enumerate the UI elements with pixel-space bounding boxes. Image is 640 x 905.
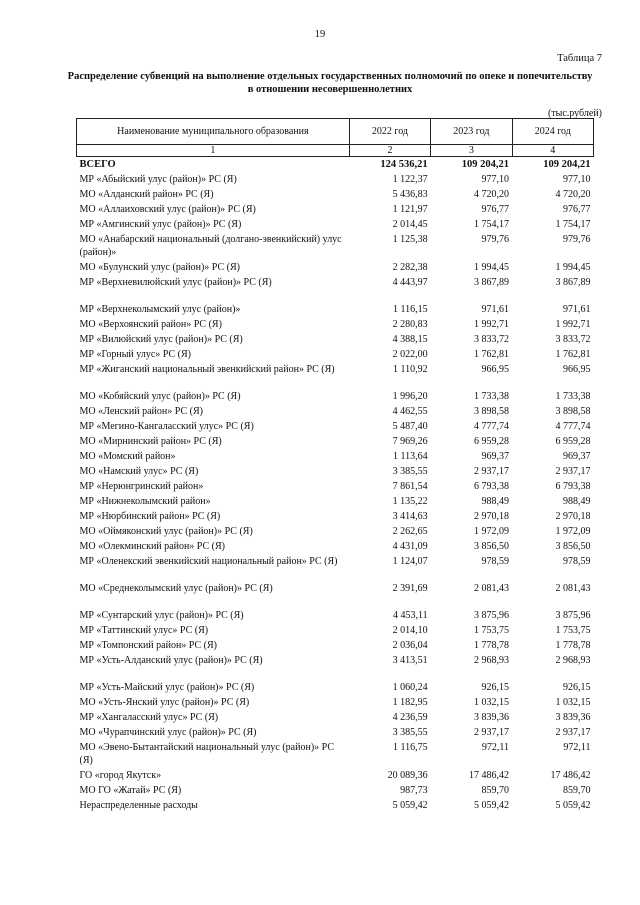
table-row: [77, 798, 594, 813]
value-2024-cell: 1 753,75: [555, 625, 591, 636]
table-row: [77, 638, 594, 653]
table-row: [77, 217, 594, 232]
value-2022-cell: 124 536,21: [380, 159, 428, 170]
value-2024-cell: 4 720,20: [555, 189, 591, 200]
value-2023-cell: 2 081,43: [474, 583, 510, 594]
municipality-name-cell: МР «Хангаласский улус» РС (Я): [79, 712, 219, 723]
value-2024-cell: 926,15: [563, 682, 591, 693]
table-row: [77, 539, 594, 554]
value-2024-cell: 2 937,17: [555, 466, 591, 477]
table-row: [77, 581, 594, 596]
page-number: 19: [314, 29, 326, 40]
value-2023-cell: 3 875,96: [474, 610, 510, 621]
column-header-2023: 2023 год: [431, 119, 512, 145]
value-2023-cell: 1 992,71: [474, 319, 510, 330]
table-row: [77, 187, 594, 202]
value-2023-cell: 17 486,42: [469, 770, 510, 781]
value-2023-cell: 3 839,36: [474, 712, 510, 723]
table-row: [77, 768, 594, 783]
value-2024-cell: 978,59: [563, 556, 591, 567]
value-2022-cell: 2 282,38: [392, 262, 428, 273]
municipality-name-cell: МР «Горный улус» РС (Я): [79, 349, 191, 360]
value-2023-cell: 1 753,75: [474, 625, 510, 636]
value-2024-cell: 109 204,21: [543, 159, 591, 170]
document-title: [60, 70, 600, 96]
table-row: [77, 419, 594, 434]
table-row: [77, 695, 594, 710]
value-2022-cell: 4 462,55: [392, 406, 428, 417]
value-2022-cell: 2 391,69: [392, 583, 428, 594]
table-row: [77, 449, 594, 464]
spacer-cell: [77, 668, 594, 680]
value-2024-cell: 4 777,74: [555, 421, 591, 432]
value-2023-cell: 2 937,17: [474, 466, 510, 477]
value-2022-cell: 2 262,65: [392, 526, 428, 537]
value-2022-cell: 20 089,36: [387, 770, 428, 781]
municipality-name-cell: МР «Сунтарский улус (район)» РС (Я): [79, 610, 244, 621]
municipality-name-cell: МО «Оймяконский улус (район)» РС (Я): [79, 526, 253, 537]
value-2022-cell: 5 487,40: [392, 421, 428, 432]
municipality-name-cell: МО «Чурапчинский улус (район)» РС (Я): [79, 727, 257, 738]
value-2023-cell: 977,10: [481, 174, 510, 185]
value-2022-cell: 2 036,04: [392, 640, 428, 651]
table-row: [77, 509, 594, 524]
value-2024-cell: 6 793,38: [555, 481, 591, 492]
value-2024-cell: 1 992,71: [555, 319, 591, 330]
value-2024-cell: 979,76: [563, 234, 591, 245]
table-row: [77, 740, 594, 768]
column-number-row: [77, 145, 594, 157]
municipality-name-cell: МО «Момский район»: [79, 451, 176, 462]
value-2023-cell: 978,59: [481, 556, 510, 567]
value-2022-cell: 2 022,00: [392, 349, 428, 360]
value-2022-cell: 2 014,45: [392, 219, 428, 230]
value-2024-cell: 1 972,09: [555, 526, 591, 537]
municipality-name-cell: МО «Аллаиховский улус (район)» РС (Я): [79, 204, 256, 215]
municipality-name-cell: МР «Нюрбинский район» РС (Я): [79, 511, 221, 522]
municipality-name-cell: МО «Булунский улус (район)» РС (Я): [79, 262, 240, 273]
value-2024-cell: 1 994,45: [555, 262, 591, 273]
value-2022-cell: 1 116,15: [393, 304, 428, 315]
municipality-name-cell: МО «Эвено-Бытантайский национальный улус (район)» РС (Я): [79, 742, 335, 766]
value-2024-cell: 2 937,17: [555, 727, 591, 738]
value-2024-cell: 1 778,78: [555, 640, 591, 651]
municipality-name-cell: МО «Среднеколымский улус (район)» РС (Я): [79, 583, 273, 594]
table-row: [77, 389, 594, 404]
municipality-name-cell: МО «Усть-Янский улус (район)» РС (Я): [79, 697, 250, 708]
value-2022-cell: 4 236,59: [392, 712, 428, 723]
table-row: [77, 260, 594, 275]
table-row: [77, 172, 594, 187]
value-2023-cell: 2 968,93: [474, 655, 510, 666]
value-2022-cell: 4 453,11: [393, 610, 428, 621]
table-row: [77, 232, 594, 260]
value-2022-cell: 1 996,20: [392, 391, 428, 402]
value-2024-cell: 5 059,42: [555, 800, 591, 811]
value-2024-cell: 3 856,50: [555, 541, 591, 552]
municipality-name-cell: МО «Верхоянский район» РС (Я): [79, 319, 222, 330]
value-2023-cell: 969,37: [481, 451, 510, 462]
spacer-cell: [77, 290, 594, 302]
municipality-name-cell: МО «Намский улус» РС (Я): [79, 466, 199, 477]
value-2023-cell: 1 762,81: [474, 349, 510, 360]
table-row: [77, 317, 594, 332]
table-row: [77, 434, 594, 449]
municipality-name-cell: МР «Нижнеколымский район»: [79, 496, 211, 507]
value-2024-cell: 976,77: [563, 204, 591, 215]
value-2023-cell: 5 059,42: [474, 800, 510, 811]
value-2023-cell: 3 856,50: [474, 541, 510, 552]
value-2024-cell: 3 898,58: [555, 406, 591, 417]
column-number: 1: [77, 145, 350, 157]
value-2023-cell: 1 994,45: [474, 262, 510, 273]
value-2022-cell: 1 182,95: [392, 697, 428, 708]
value-2022-cell: 3 385,55: [392, 466, 428, 477]
municipality-name-cell: МР «Мегино-Кангаласский улус» РС (Я): [79, 421, 254, 432]
value-2023-cell: 1 754,17: [474, 219, 510, 230]
municipality-name-cell: МР «Таттинский улус» РС (Я): [79, 625, 209, 636]
value-2022-cell: 1 122,37: [392, 174, 428, 185]
value-2023-cell: 6 793,38: [474, 481, 510, 492]
value-2022-cell: 1 124,07: [392, 556, 428, 567]
table-row: [77, 362, 594, 377]
value-2022-cell: 1 113,64: [393, 451, 428, 462]
value-2022-cell: 1 121,97: [392, 204, 428, 215]
value-2023-cell: 1 778,78: [474, 640, 510, 651]
total-row: [77, 157, 594, 173]
spacer-cell: [77, 569, 594, 581]
value-2024-cell: 3 867,89: [555, 277, 591, 288]
value-2024-cell: 3 833,72: [555, 334, 591, 345]
value-2022-cell: 1 125,38: [392, 234, 428, 245]
value-2023-cell: 1 972,09: [474, 526, 510, 537]
spacer-cell: [77, 377, 594, 389]
table-row: [77, 783, 594, 798]
table-row: [77, 275, 594, 290]
value-2023-cell: 988,49: [481, 496, 510, 507]
value-2023-cell: 972,11: [481, 742, 510, 753]
value-2024-cell: 972,11: [563, 742, 591, 753]
value-2022-cell: 4 431,09: [392, 541, 428, 552]
table-label: Таблица 7: [557, 53, 602, 64]
value-2024-cell: 1 733,38: [555, 391, 591, 402]
value-2022-cell: 7 969,26: [392, 436, 428, 447]
value-2024-cell: 977,10: [563, 174, 591, 185]
value-2022-cell: 3 385,55: [392, 727, 428, 738]
header-row: [77, 119, 594, 145]
value-2024-cell: 1 754,17: [555, 219, 591, 230]
column-number: 2: [349, 145, 430, 157]
value-2024-cell: 859,70: [563, 785, 591, 796]
municipality-name-cell: МР «Усть-Майский улус (район)» РС (Я): [79, 682, 255, 693]
spacer-row: [77, 596, 594, 608]
municipality-name-cell: МО «Ленский район» РС (Я): [79, 406, 203, 417]
table-row: [77, 710, 594, 725]
value-2024-cell: 2 970,18: [555, 511, 591, 522]
value-2022-cell: 2 280,83: [392, 319, 428, 330]
value-2023-cell: 926,15: [481, 682, 510, 693]
value-2024-cell: 971,61: [563, 304, 591, 315]
table-row: [77, 623, 594, 638]
value-2022-cell: 2 014,10: [392, 625, 428, 636]
table-row: [77, 332, 594, 347]
value-2023-cell: 966,95: [481, 364, 510, 375]
municipality-name-cell: МО «Анабарский национальный (долгано-эвенкийский) улус (район)»: [79, 234, 342, 258]
municipality-name-cell: МО «Кобяйский улус (район)» РС (Я): [79, 391, 241, 402]
value-2024-cell: 1 032,15: [555, 697, 591, 708]
table-row: [77, 202, 594, 217]
value-2022-cell: 7 861,54: [392, 481, 428, 492]
column-header-2024: 2024 год: [512, 119, 593, 145]
table-row: [77, 302, 594, 317]
municipality-name-cell: МР «Абыйский улус (район)» РС (Я): [79, 174, 237, 185]
column-number: 3: [431, 145, 512, 157]
table-row: [77, 725, 594, 740]
municipality-name-cell: МР «Жиганский национальный эвенкийский район» РС (Я): [79, 364, 335, 375]
spacer-row: [77, 668, 594, 680]
municipality-name-cell: МО «Мирнинский район» РС (Я): [79, 436, 222, 447]
table-row: [77, 608, 594, 623]
table-row: [77, 680, 594, 695]
spacer-row: [77, 569, 594, 581]
municipality-name-cell: ВСЕГО: [79, 159, 116, 170]
value-2022-cell: 3 413,51: [392, 655, 428, 666]
value-2023-cell: 2 937,17: [474, 727, 510, 738]
value-2022-cell: 1 135,22: [392, 496, 428, 507]
value-2024-cell: 1 762,81: [555, 349, 591, 360]
value-2024-cell: 6 959,28: [555, 436, 591, 447]
table-body: [77, 157, 594, 814]
value-2023-cell: 971,61: [481, 304, 510, 315]
value-2023-cell: 1 032,15: [474, 697, 510, 708]
municipality-name-cell: МР «Верхневилюйский улус (район)» РС (Я): [79, 277, 272, 288]
value-2023-cell: 3 833,72: [474, 334, 510, 345]
value-2023-cell: 859,70: [481, 785, 510, 796]
value-2023-cell: 3 867,89: [474, 277, 510, 288]
table-row: [77, 653, 594, 668]
value-2024-cell: 988,49: [563, 496, 591, 507]
value-2022-cell: 5 059,42: [392, 800, 428, 811]
value-2023-cell: 4 720,20: [474, 189, 510, 200]
municipality-name-cell: МО «Олекминский район» РС (Я): [79, 541, 225, 552]
municipality-name-cell: МР «Оленекский эвенкийский национальный район» РС (Я): [79, 556, 338, 567]
value-2022-cell: 4 443,97: [392, 277, 428, 288]
value-2022-cell: 987,73: [400, 785, 428, 796]
value-2022-cell: 1 110,92: [393, 364, 428, 375]
value-2023-cell: 6 959,28: [474, 436, 510, 447]
value-2023-cell: 2 970,18: [474, 511, 510, 522]
spacer-cell: [77, 596, 594, 608]
subsidy-table: [76, 118, 594, 813]
municipality-name-cell: МР «Вилюйский улус (район)» РС (Я): [79, 334, 243, 345]
value-2023-cell: 979,76: [481, 234, 510, 245]
value-2022-cell: 4 388,15: [392, 334, 428, 345]
value-2022-cell: 5 436,83: [392, 189, 428, 200]
table-row: [77, 524, 594, 539]
table-header: [77, 119, 594, 157]
table-row: [77, 464, 594, 479]
value-2024-cell: 966,95: [563, 364, 591, 375]
municipality-name-cell: МР «Амгинский улус (район)» РС (Я): [79, 219, 242, 230]
spacer-row: [77, 290, 594, 302]
value-2023-cell: 3 898,58: [474, 406, 510, 417]
value-2024-cell: 2 081,43: [555, 583, 591, 594]
value-2024-cell: 969,37: [563, 451, 591, 462]
municipality-name-cell: МО ГО «Жатай» РС (Я): [79, 785, 182, 796]
value-2024-cell: 3 839,36: [555, 712, 591, 723]
municipality-name-cell: МР «Усть-Алданский улус (район)» РС (Я): [79, 655, 263, 666]
municipality-name-cell: ГО «город Якутск»: [79, 770, 162, 781]
title-line-1: Распределение субвенций на выполнение отдельных государственных полномочий по опеке и попечительству: [67, 71, 593, 82]
value-2024-cell: 17 486,42: [550, 770, 591, 781]
value-2022-cell: 1 060,24: [392, 682, 428, 693]
municipality-name-cell: МР «Томпонский район» РС (Я): [79, 640, 217, 651]
column-number: 4: [512, 145, 593, 157]
value-2023-cell: 109 204,21: [461, 159, 510, 170]
value-2023-cell: 1 733,38: [474, 391, 510, 402]
municipality-name-cell: МО «Алданский район» РС (Я): [79, 189, 214, 200]
value-2024-cell: 2 968,93: [555, 655, 591, 666]
table-row: [77, 404, 594, 419]
title-line-2: в отношении несовершеннолетних: [247, 84, 413, 95]
municipality-name-cell: МР «Верхнеколымский улус (район)»: [79, 304, 241, 315]
column-header-name: Наименование муниципального образования: [77, 119, 350, 145]
table-row: [77, 554, 594, 569]
table-row: [77, 479, 594, 494]
units-label: (тыс.рублей): [547, 108, 602, 119]
table-row: [77, 347, 594, 362]
spacer-row: [77, 377, 594, 389]
value-2023-cell: 976,77: [481, 204, 510, 215]
value-2022-cell: 1 116,75: [393, 742, 428, 753]
column-header-2022: 2022 год: [349, 119, 430, 145]
municipality-name-cell: Нераспределенные расходы: [79, 800, 198, 811]
municipality-name-cell: МР «Нерюнгринский район»: [79, 481, 204, 492]
table-row: [77, 494, 594, 509]
value-2022-cell: 3 414,63: [392, 511, 428, 522]
value-2023-cell: 4 777,74: [474, 421, 510, 432]
value-2024-cell: 3 875,96: [555, 610, 591, 621]
